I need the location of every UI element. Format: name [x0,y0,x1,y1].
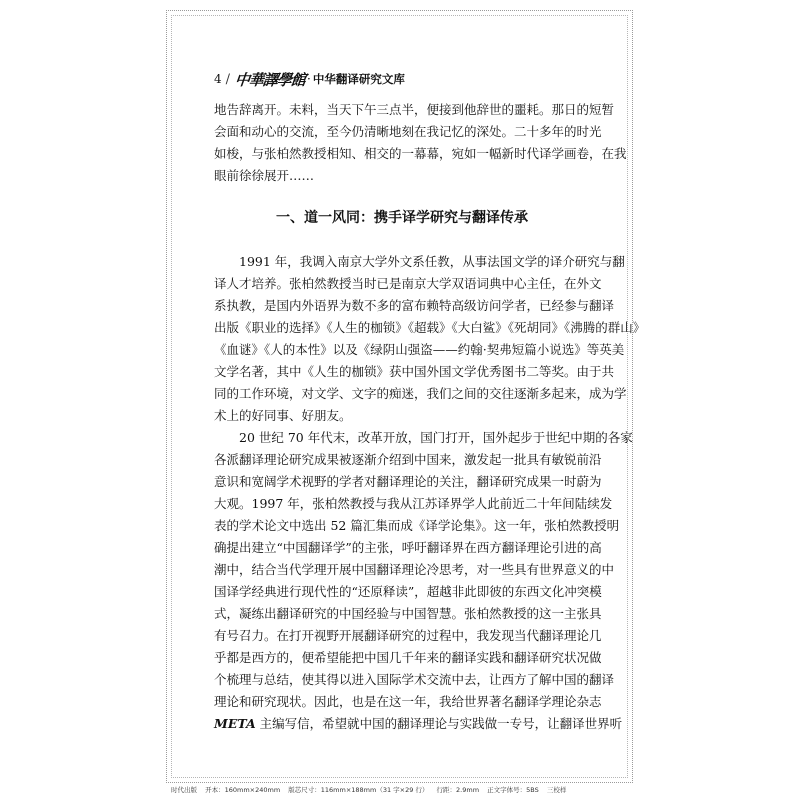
section-heading: 一、道一风同：携手译学研究与翻译传承 [276,210,528,226]
text-line: 潮中，结合当代学理开展中国翻译理论冷思考，对一些具有世界意义的中 [214,562,615,577]
paragraph-2 [214,427,633,735]
footer-core-size: 版芯尺寸：116mm×188mm（31 字×29 行） [288,786,429,794]
text-line: 会面和动心的交流，至今仍清晰地刻在我记忆的深处。二十多年的时光 [214,124,602,139]
body-text [214,99,646,735]
text-line: 理论和研究现状。因此，也是在这一年，我给世界著名翻译学理论杂志 [214,694,602,709]
header-slash: / [225,71,231,87]
text-line: 眼前徐徐展开…… [214,168,315,183]
text-line: 各派翻译理论研究成果被逐渐介绍到中国来，激发起一批具有敏锐前沿 [214,452,602,467]
intro-paragraph [214,99,627,187]
footer-font: 正文字体号：5BS [487,786,539,794]
text-line: 有号召力。在打开视野开展翻译研究的过程中，我发现当代翻译理论几 [214,628,602,643]
text-line: 系执教，是国内外语界为数不多的富布赖特高级访问学者，已经参与翻译 [214,298,615,313]
footer-publisher: 时代出版 [171,786,197,794]
header-separator: · [307,72,311,86]
text-line: 地告辞离开。未料，当天下午三点半，便接到他辞世的噩耗。那日的短暂 [214,102,615,117]
text-line: 表的学术论文中选出 52 篇汇集而成《译学论集》。这一年，张柏然教授明 [214,518,620,533]
text-line: 译人才培养。张柏然教授当时已是南京大学双语词典中心主任，在外文 [214,276,602,291]
text-line: 同的工作环境，对文学、文字的痴迷，我们之间的交往逐渐多起来，成为学 [214,386,627,401]
text-line: 意识和宽阔学术视野的学者对翻译理论的关注，翻译研究成果一时蔚为 [214,474,602,489]
text-line [214,713,623,735]
text-line: 个梳理与总结，使其得以进入国际学术交流中去，让西方了解中国的翻译 [214,672,615,687]
journal-name: META [214,716,256,731]
footer-format: 开本：160mm×240mm [205,786,281,794]
series-logo: 中華譯學館 [234,70,306,89]
text-line: 出版《职业的选择》《人生的枷锁》《超载》《大白鲨》《死胡同》《沸腾的群山》 [214,320,646,335]
running-header [214,68,405,90]
footer-proof: 三校样 [546,786,567,794]
text-line: 文学名著，其中《人生的枷锁》获中国外国文学优秀图书二等奖。由于共 [214,364,615,379]
footer-line-spacing: 行距：2.9mm [436,786,480,794]
text-line: 乎都是西方的，便希望能把中国几千年来的翻译实践和翻译研究状况做 [214,650,602,665]
text-line: 确提出建立“中国翻译学”的主张，呼吁翻译界在西方翻译理论引进的高 [214,540,602,555]
text-line: 国译学经典进行现代性的“还原释读”，超越非此即彼的东西文化冲突模 [214,584,602,599]
text-line: 如梭，与张柏然教授相知、相交的一幕幕，宛如一幅新时代译学画卷，在我 [214,146,627,161]
text-line: 20 世纪 70 年代末，改革开放，国门打开，国外起步于世纪中期的各家 [239,430,633,445]
series-title: 中华翻译研究文库 [312,72,405,86]
text-line-rest: 主编写信，希望就中国的翻译理论与实践做一专号，让翻译世界听 [255,716,623,731]
text-line: 术上的好同事、好朋友。 [214,408,352,423]
paragraph-1 [214,251,646,427]
text-line: 大观。1997 年，张柏然教授与我从江苏译界学人此前近二十年间陆续发 [214,496,613,511]
print-spec-footer [171,785,628,794]
text-line: 1991 年，我调入南京大学外文系任教，从事法国文学的译介研究与翻 [239,254,625,269]
page-number: 4 [214,72,222,86]
text-line: 《血谜》《人的本性》以及《绿阴山强盗——约翰·契弗短篇小说选》等英美 [214,342,625,357]
text-line: 式，凝练出翻译研究的中国经验与中国智慧。张柏然教授的这一主张具 [214,606,602,621]
